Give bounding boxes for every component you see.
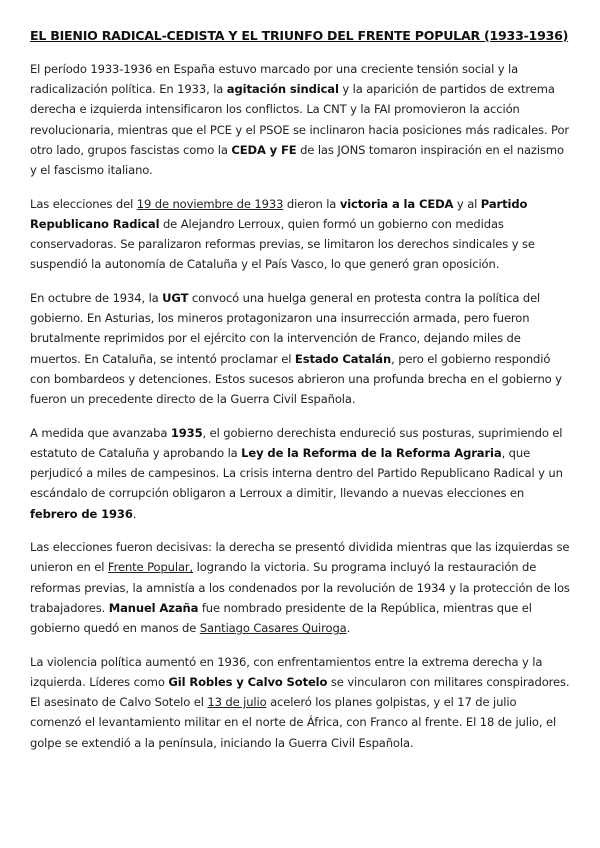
bold-term: Estado Catalán: [294, 351, 392, 366]
underlined-date: 13 de julio: [207, 695, 267, 710]
bold-term: victoria a la CEDA: [339, 196, 454, 211]
paragraph-5: [30, 537, 570, 638]
paragraph-3: [30, 288, 570, 409]
text: logrando la victoria. Su programa incluyó la restauración de reformas previas, la amnistía a los condenados por la revolución de 1934 y la protección de los trabajadores.: [30, 560, 570, 615]
paragraph-1: [30, 59, 570, 180]
text: En octubre de 1934, la: [30, 291, 163, 306]
bold-term: Manuel Azaña: [108, 600, 199, 615]
bold-term: Partido Republicano Radical: [30, 196, 528, 231]
paragraph-6: [30, 652, 570, 753]
text: A medida que avanzaba: [30, 425, 171, 440]
bold-term: Gil Robles y Calvo Sotelo: [168, 674, 328, 689]
bold-term: agitación sindical: [226, 82, 339, 97]
text: y al: [453, 196, 481, 211]
bold-term: Ley de la Reforma de la Reforma Agraria: [241, 445, 502, 460]
text: aceleró los planes golpistas, y el 17 de julio comenzó el levantamiento militar en el norte de África, con Franco al frente. El 18 de julio, el golpe se extendió a la península, iniciando la Guerra Civil Española.: [30, 695, 557, 750]
text: convocó una huelga general en protesta contra la política del gobierno. En Asturias, los mineros protagonizaron una insurrección armada, pero fueron brutalmente reprimidos por el ejército con la intervención de Franco, dejando miles de muertos. En Cataluña, se intentó proclamar el: [30, 291, 541, 366]
text: Las elecciones del: [30, 196, 137, 211]
underlined-term: Frente Popular,: [107, 560, 194, 575]
text: Las elecciones fueron decisivas: la derecha se presentó dividida mientras que las izquierdas se unieron en el: [30, 540, 570, 575]
text: fue nombrado presidente de la República, mientras que el gobierno quedó en manos de: [30, 600, 532, 636]
text: y la aparición de partidos de extrema derecha e izquierda intensificaron los conflictos. La CNT y la FAI promovieron la acción revolucionaria, mientras que el PCE y el PSOE se inclinaron hacia posiciones más radicales. Por otro lado, grupos fascistas como la: [30, 82, 570, 157]
text: dieron la: [283, 196, 340, 211]
underlined-date: 19 de noviembre de 1933: [136, 196, 284, 211]
bold-term: febrero de 1936: [30, 506, 133, 521]
text: , pero el gobierno respondió con bombardeos y detenciones. Estos sucesos abrieron una profunda brecha en el gobierno y fueron un precedente directo de la Guerra Civil Española.: [30, 351, 562, 407]
text: , el gobierno derechista endureció sus posturas, suprimiendo el estatuto de Cataluña y aprobando la: [30, 425, 563, 460]
text: se vincularon con militares conspiradores. El asesinato de Calvo Sotelo el: [30, 674, 570, 710]
text: .: [346, 621, 351, 636]
text: , que perjudicó a miles de campesinos. La crisis interna dentro del Partido Republicano Radical y un escándalo de corrupción obligaron a Lerroux a dimitir, llevando a nuevas elecciones en: [30, 445, 563, 501]
bold-term: CEDA y FE: [231, 142, 297, 157]
text: El período 1933-1936 en España estuvo marcado por una creciente tensión social y la radicalización política. En 1933, la: [30, 62, 519, 97]
bold-term: 1935: [170, 425, 203, 440]
text: La violencia política aumentó en 1936, con enfrentamientos entre la extrema derecha y la izquierda. Líderes como: [30, 654, 543, 689]
underlined-term: Santiago Casares Quiroga: [199, 621, 347, 636]
text: .: [132, 506, 137, 521]
text: de las JONS tomaron inspiración en el nazismo y el fascismo italiano.: [30, 142, 564, 178]
paragraph-2: [30, 194, 570, 275]
paragraph-4: [30, 423, 570, 524]
document-title: EL BIENIO RADICAL-CEDISTA Y EL TRIUNFO DEL FRENTE POPULAR (1933-1936): [30, 28, 569, 43]
bold-term: UGT: [162, 291, 189, 306]
text: de Alejandro Lerroux, quien formó un gobierno con medidas conservadoras. Se paralizaron reformas previas, se limitaron los derechos sindicales y se suspendió la autonomía de Cataluña y el País Vasco, lo que generó gran oposición.: [30, 216, 535, 272]
